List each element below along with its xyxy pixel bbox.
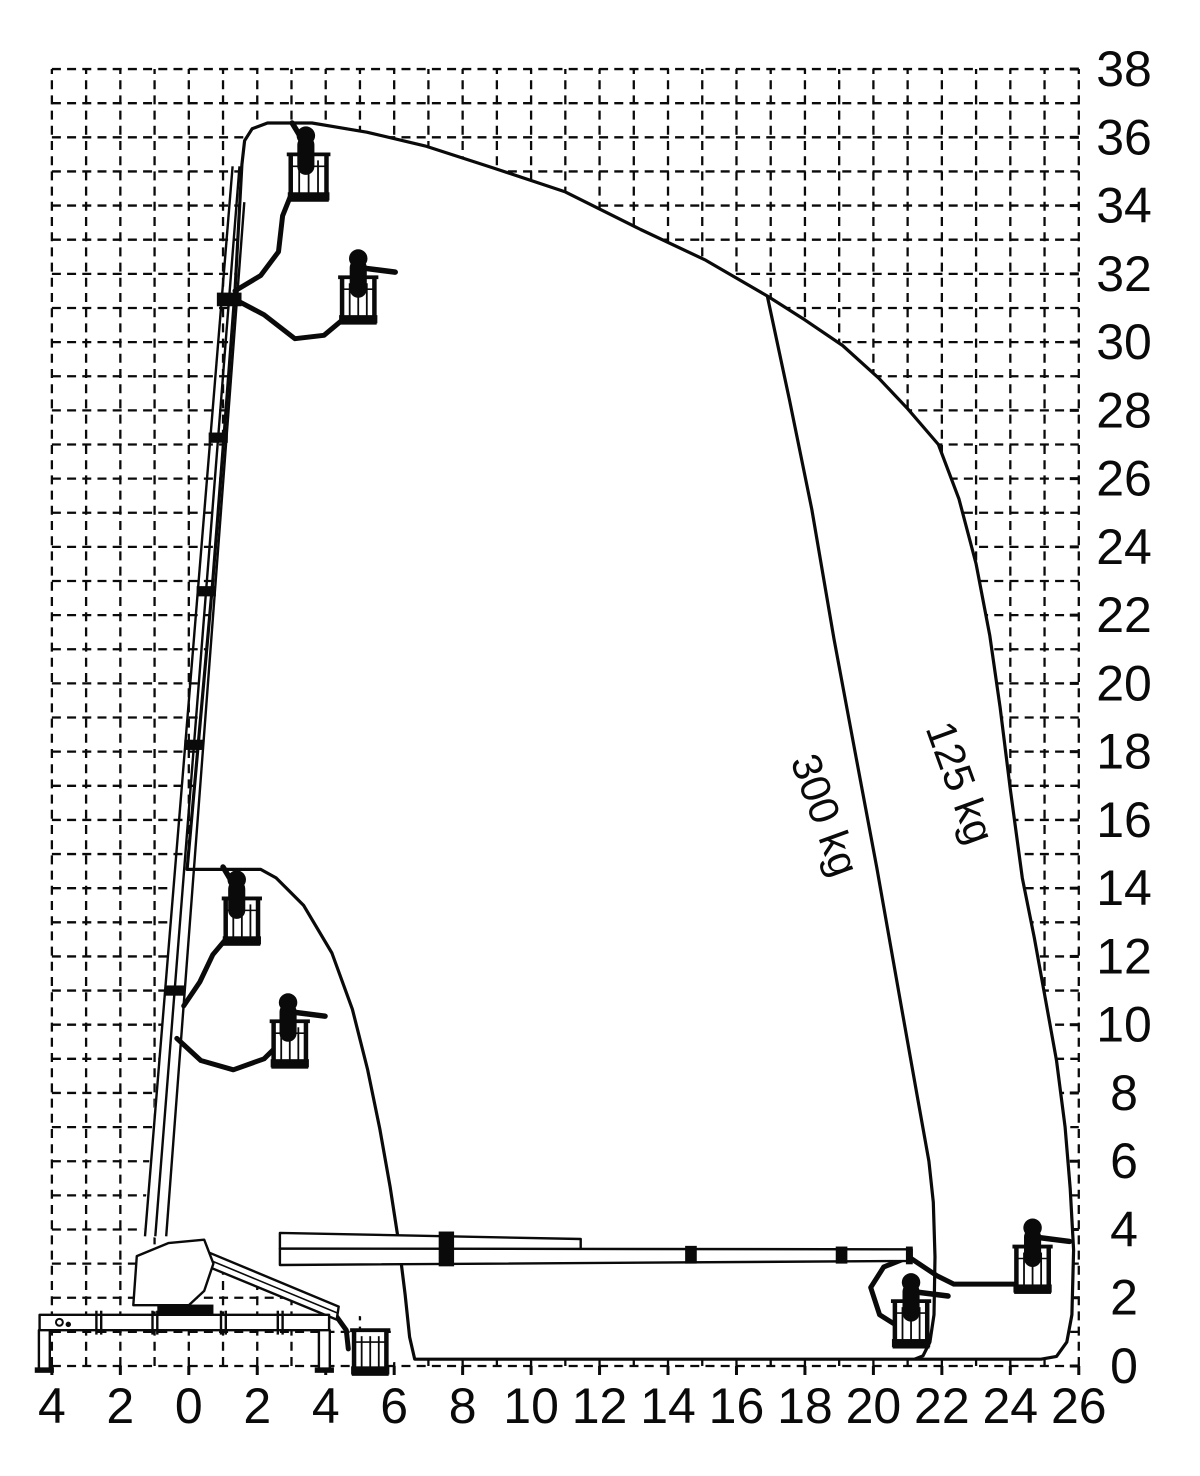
y-axis-label: 6 [1110,1133,1138,1190]
x-axis-label: 24 [982,1378,1039,1434]
y-axis-label: 2 [1110,1269,1138,1326]
basket-tray [271,1059,309,1067]
boom-collar [836,1247,848,1264]
basket-tray [351,1366,389,1374]
outrigger-beam [40,1315,330,1330]
y-axis-label: 16 [1096,791,1152,848]
head [902,1273,920,1291]
basket-tray [223,936,261,944]
basket-tray [1013,1284,1051,1292]
turret-base [157,1305,213,1315]
x-axis-label: 22 [914,1378,970,1434]
x-axis-label: 18 [777,1378,833,1434]
y-axis-label: 18 [1096,723,1152,780]
head [1023,1219,1041,1237]
tow-hitch [56,1319,63,1326]
y-axis-label: 10 [1096,996,1152,1053]
boom-joint [184,740,203,750]
basket-stowed [350,1330,390,1374]
y-axis-label: 36 [1096,109,1152,166]
y-axis-label: 22 [1096,587,1152,644]
x-axis-label: 10 [503,1378,559,1434]
basket-tray [339,315,377,323]
y-axis-label: 30 [1096,314,1152,371]
basket-tray [892,1339,930,1347]
head [279,993,297,1011]
boom-joint [209,433,228,443]
x-axis-label: 4 [311,1378,340,1434]
y-axis-label: 28 [1096,382,1152,439]
x-axis-label: 12 [571,1378,628,1434]
y-axis-label: 0 [1110,1338,1138,1394]
load-curve-label: 300 kg [781,747,869,883]
outrigger-leg [39,1330,50,1370]
boom-collar [685,1246,697,1264]
y-axis-label: 38 [1096,41,1152,98]
x-axis-label: 6 [380,1378,409,1434]
boom-tip [906,1247,913,1265]
telescope-boom [280,1249,912,1265]
y-axis-label: 24 [1096,518,1152,575]
y-axis-label: 4 [1110,1201,1138,1258]
x-axis-label: 16 [708,1378,765,1434]
y-axis-label: 32 [1096,245,1152,302]
tow-hitch-pin [67,1323,70,1326]
y-axis-label: 34 [1096,177,1152,234]
x-axis-label: 20 [845,1378,902,1434]
y-axis-label: 26 [1096,450,1152,507]
y-axis-label: 8 [1110,1064,1138,1121]
head [297,126,315,144]
outrigger-leg [319,1330,330,1370]
outrigger-pad [35,1367,54,1372]
x-axis-label: 8 [448,1378,477,1434]
boom-joint [197,586,216,596]
y-axis-label: 12 [1096,928,1152,985]
y-axis-label: 14 [1096,860,1152,917]
boom-collar [439,1232,454,1267]
outrigger-pad [315,1367,334,1372]
basket-tray [288,192,330,200]
head [227,870,245,888]
x-axis-label: 26 [1050,1378,1107,1434]
boom-joint [165,985,184,995]
y-axis-label: 20 [1096,655,1152,712]
x-axis-label: 4 [37,1378,66,1434]
x-axis-label: 2 [106,1378,135,1434]
head [349,249,367,267]
x-axis-label: 0 [174,1378,203,1434]
load-curve-label: 125 kg [916,715,1005,850]
x-axis-label: 14 [640,1378,696,1434]
x-axis-label: 2 [243,1378,272,1434]
turret [133,1240,213,1306]
